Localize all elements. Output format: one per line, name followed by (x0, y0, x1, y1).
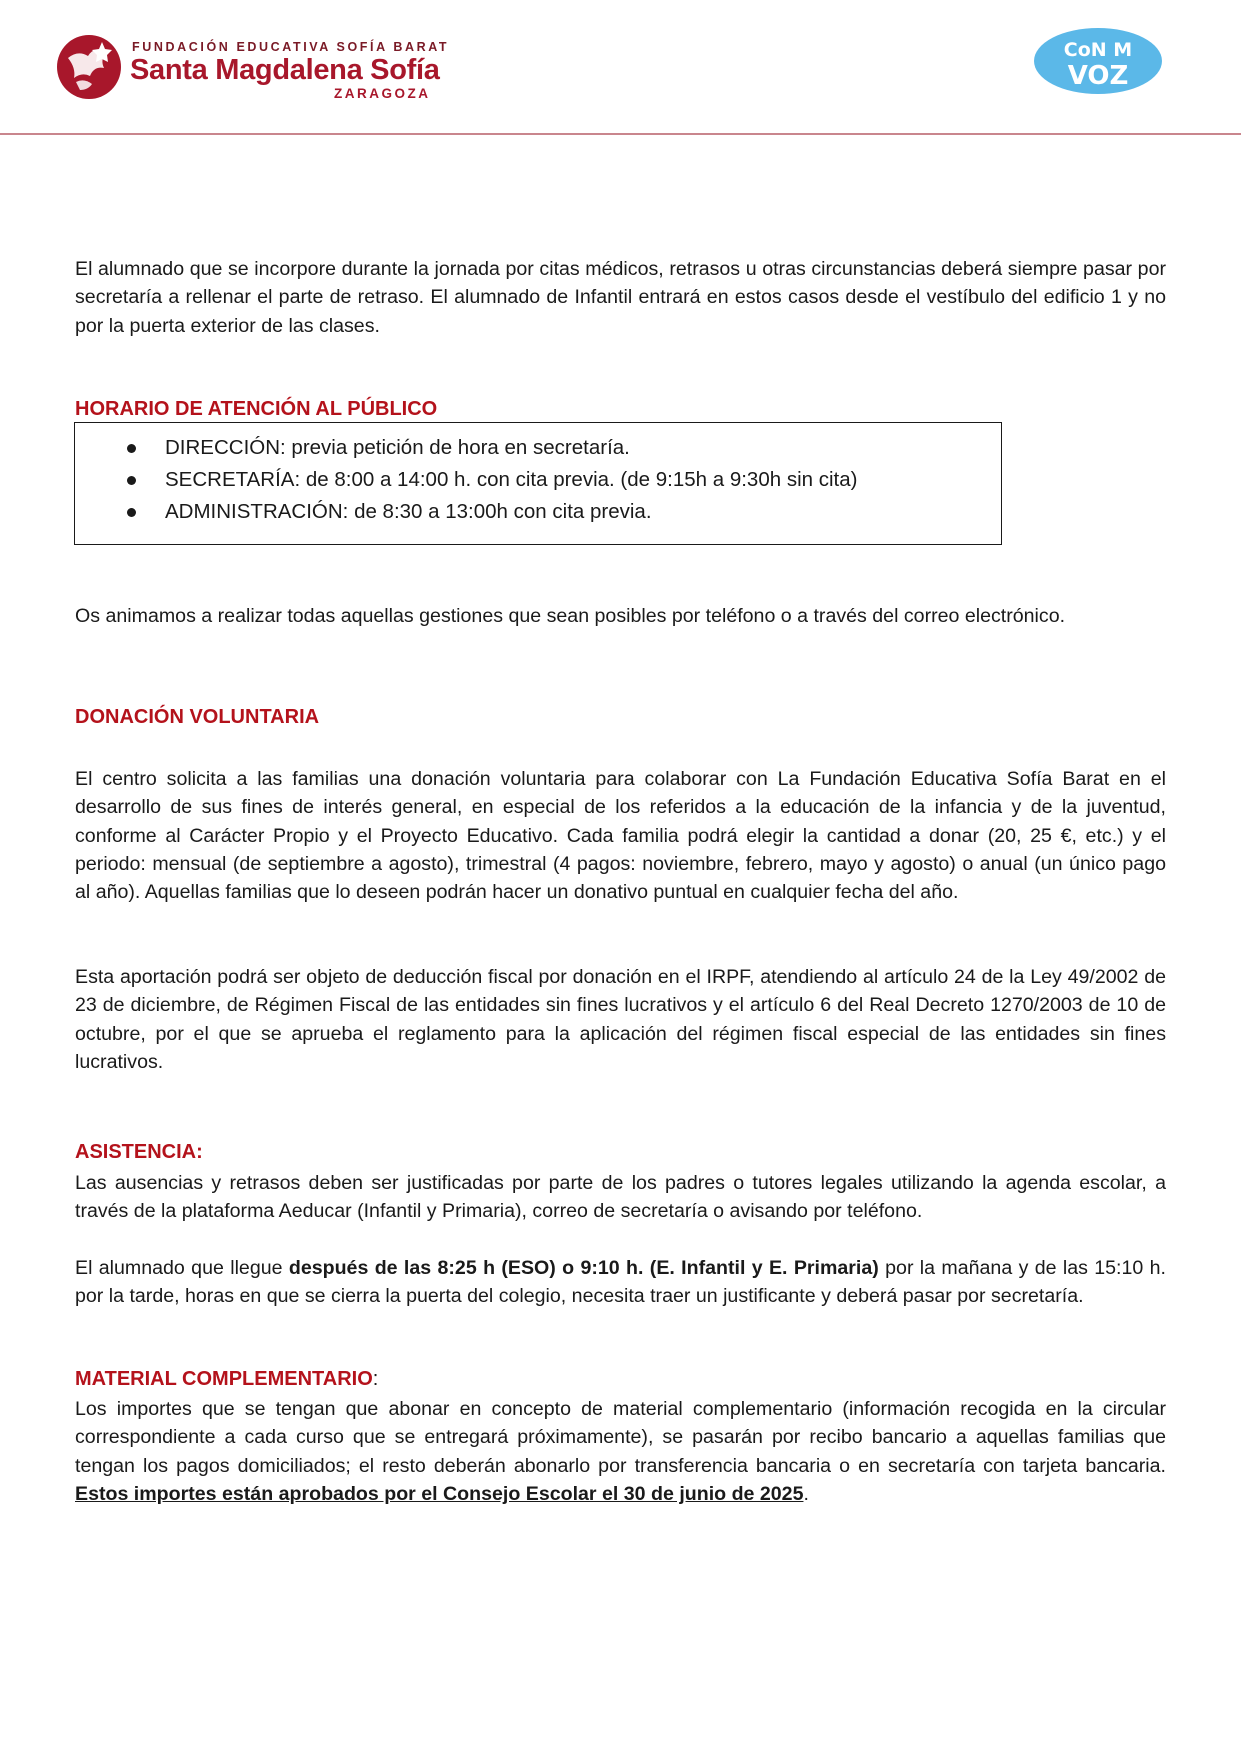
material-heading (75, 1368, 378, 1391)
list-item-text: ADMINISTRACIÓN: de 8:30 a 13:00h con cita previa. (165, 500, 652, 523)
horario-heading: HORARIO DE ATENCIÓN AL PÚBLICO (75, 398, 438, 420)
bullet-icon (127, 476, 136, 485)
asistencia-paragraph-2 (75, 1254, 1166, 1311)
logo-foundation-text: FUNDACIÓN EDUCATIVA SOFÍA BARAT (132, 40, 450, 54)
logo-city: ZARAGOZA (334, 86, 431, 101)
school-logo (54, 32, 454, 104)
globe-emblem-icon (54, 32, 124, 102)
asistencia-heading: ASISTENCIA: (75, 1141, 203, 1163)
badge-line1: CoN M (1063, 39, 1133, 61)
animamos-paragraph: Os animamos a realizar todas aquellas gestiones que sean posibles por teléfono o a través del correo electrónico. (75, 605, 1066, 627)
material-paragraph (75, 1395, 1166, 1508)
page-header (0, 0, 1241, 136)
horario-list (127, 432, 857, 528)
list-item (127, 464, 857, 496)
header-divider (0, 133, 1241, 135)
intro-paragraph: El alumnado que se incorpore durante la jornada por citas médicos, retrasos u otras circunstancias deberá siempre pasar por secretaría a rellenar el parte de retraso. El alumnado de Infantil entrará en estos casos desde el vestíbulo del edificio 1 y no por la puerta exterior de las clases. (75, 258, 1166, 337)
asistencia-text-start: El alumnado que llegue (75, 1257, 289, 1279)
list-item-text: DIRECCIÓN: previa petición de hora en secretaría. (165, 436, 630, 459)
material-heading-text: MATERIAL COMPLEMENTARIO (75, 1368, 373, 1390)
donacion-heading: DONACIÓN VOLUNTARIA (75, 706, 320, 728)
logo-school-name: Santa Magdalena Sofía (130, 54, 440, 86)
material-text-end: . (803, 1482, 809, 1505)
donacion-paragraph-1: El centro solicita a las familias una donación voluntaria para colaborar con La Fundación Educativa Sofía Barat en el desarrollo de sus fines de interés general, en especial de los referidos a la educación de la infancia y de la juventud, conforme al Carácter Propio y el Proyecto Educativo. Cada familia podrá elegir la cantidad a donar (20, 25 €, etc.) y el periodo: mensual (de septiembre a agosto), trimestral (4 pagos: noviembre, febrero, mayo y agosto) o anual (un único pago al año). Aquellas familias que lo deseen podrán hacer un donativo puntual en cualquier fecha del año. (75, 768, 1166, 904)
material-text-start: Los importes que se tengan que abonar en concepto de material complementario (información recogida en la circular correspondiente a cada curso que se entregará próximamente), se pasarán por recibo bancario a aquellas familias que tengan los pagos domiciliados; el resto deberán abonarlo por transferencia bancaria o en secretaría con tarjeta bancaria. (75, 1398, 1166, 1477)
material-approval-note: Estos importes están aprobados por el Consejo Escolar el 30 de junio de 2025 (75, 1482, 804, 1505)
list-item (127, 496, 857, 528)
con-mi-voz-badge (1032, 26, 1164, 96)
badge-line2: VOZ (1067, 61, 1129, 91)
asistencia-text-end: por la mañana y de las 15:10 h. por la tarde, horas en que se cierra la puerta del colegio, necesita traer un justificante y deberá pasar por secretaría. (75, 1257, 1166, 1308)
horario-box (74, 422, 1002, 545)
asistencia-paragraph-1: Las ausencias y retrasos deben ser justificadas por parte de los padres o tutores legales utilizando la agenda escolar, a través de la plataforma Aeducar (Infantil y Primaria), correo de secretaría o avisando por teléfono. (75, 1172, 1166, 1223)
bullet-icon (127, 508, 136, 517)
list-item-text: SECRETARÍA: de 8:00 a 14:00 h. con cita previa. (de 9:15h a 9:30h sin cita) (165, 468, 858, 491)
bullet-icon (127, 444, 136, 453)
donacion-paragraph-2: Esta aportación podrá ser objeto de deducción fiscal por donación en el IRPF, atendiendo al artículo 24 de la Ley 49/2002 de 23 de diciembre, de Régimen Fiscal de las entidades sin fines lucrativos y el artículo 6 del Real Decreto 1270/2003 de 10 de octubre, por el que se aprueba el reglamento para la aplicación del régimen fiscal especial de las entidades sin fines lucrativos. (75, 966, 1166, 1073)
asistencia-bold-times: después de las 8:25 h (ESO) o 9:10 h. (E. Infantil y E. Primaria) (288, 1257, 879, 1279)
list-item (127, 432, 857, 464)
material-heading-colon: : (372, 1368, 379, 1390)
